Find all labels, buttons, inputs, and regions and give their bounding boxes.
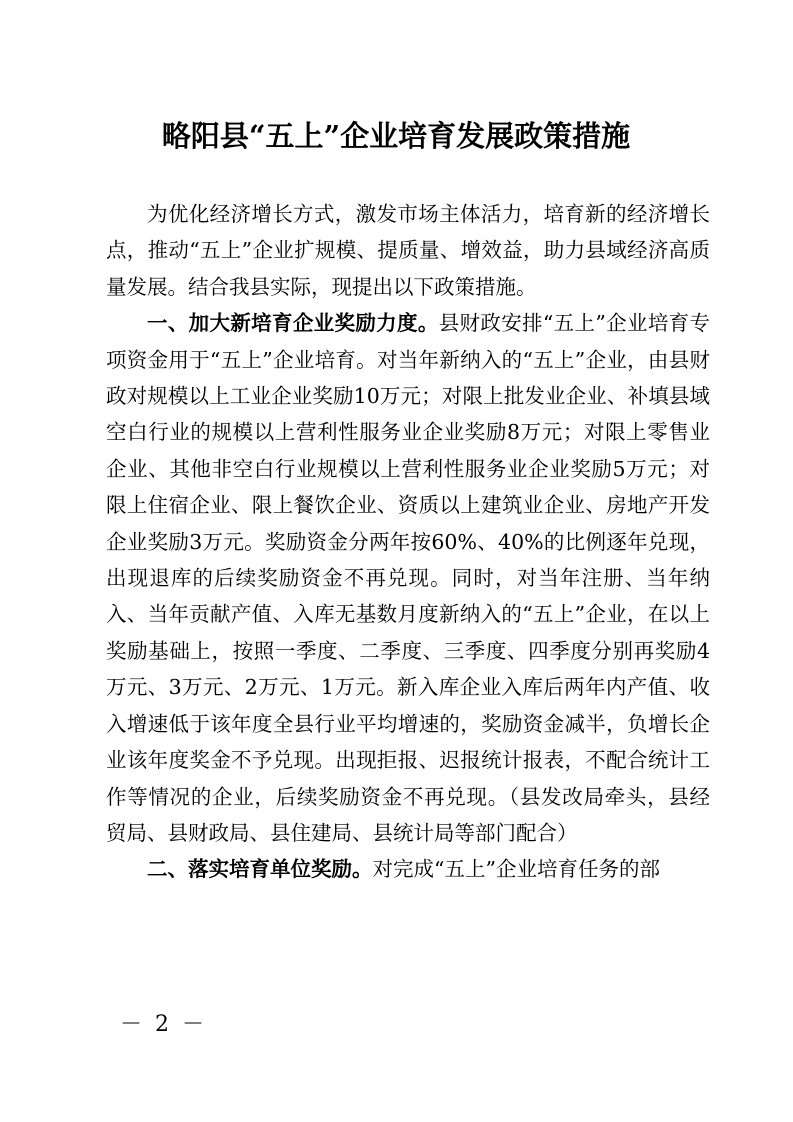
page-number: － 2 － [120, 1012, 207, 1037]
section-2-paragraph [106, 851, 710, 887]
section-2-body: 对完成“五上”企业培育任务的部 [372, 857, 660, 882]
document-title: 略阳县“五上”企业培育发展政策措施 [161, 119, 631, 153]
document-body [106, 196, 710, 888]
section-1-heading: 一、加大新培育企业奖励力度。 [147, 311, 439, 336]
section-2-heading: 二、落实培育单位奖励。 [147, 857, 373, 882]
section-1-paragraph [106, 305, 710, 851]
intro-paragraph: 为优化经济增长方式，激发市场主体活力，培育新的经济增长点，推动“五上”企业扩规模、提质量、增效益，助力县域经济高质量发展。结合我县实际，现提出以下政策措施。 [106, 202, 710, 299]
section-1-body: 县财政安排“五上”企业培育专项资金用于“五上”企业培育。对当年新纳入的“五上”企业，由县财政对规模以上工业企业奖励10万元；对限上批发业企业、补填县域空白行业的规模以上营利性服务业企业奖励8万元；对限上零售业企业、其他非空白行业规模以上营利性服务业企业奖励5万元；对限上住宿企业、限上餐饮企业、资质以上建筑业企业、房地产开发企业奖励3万元。奖励资金分两年按60%、40%的比例逐年兑现，出现退库的后续奖励资金不再兑现。同时，对当年注册、当年纳入、当年贡献产值、入库无基数月度新纳入的“五上”企业，在以上奖励基础上，按照一季度、二季度、三季度、四季度分别再奖励4万元、3万元、2万元、1万元。新入库企业入库后两年内产值、收入增速低于该年度全县行业平均增速的，奖励资金减半，负增长企业该年度奖金不予兑现。出现拒报、迟报统计报表，不配合统计工作等情况的企业，后续奖励资金不再兑现。（县发改局牵头，县经贸局、县财政局、县住建局、县统计局等部门配合） [106, 311, 710, 845]
